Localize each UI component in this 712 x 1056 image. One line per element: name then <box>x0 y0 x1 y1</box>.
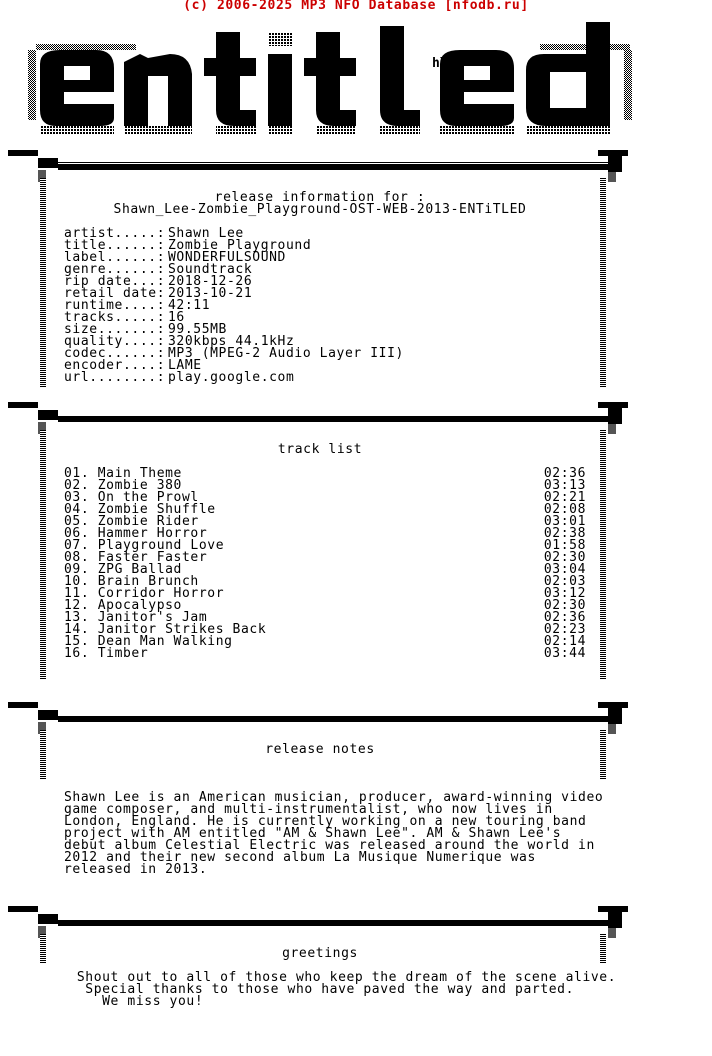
track-title: Zombie Rider <box>97 514 199 529</box>
track-title: Janitor Strikes Back <box>97 622 267 637</box>
release-info-fields <box>64 228 404 384</box>
info-value: WONDERFULSOUND <box>168 250 286 265</box>
track-number: 14. <box>64 622 90 637</box>
release-name: Shawn_Lee-Zombie_Playground-OST-WEB-2013-ENTiTLED <box>113 202 527 217</box>
info-value: 2013-10-21 <box>168 286 253 301</box>
info-key: rip date...: <box>64 274 166 289</box>
track-number: 03. <box>64 490 90 505</box>
info-key: tracks.....: <box>64 310 166 325</box>
track-title: On the Prowl <box>97 490 199 505</box>
info-key: retail date: <box>64 286 166 301</box>
release-notes-heading: release notes <box>265 742 375 757</box>
info-key: url........: <box>64 370 166 385</box>
track-duration: 03:44 <box>543 646 586 661</box>
track-duration: 02:38 <box>543 526 586 541</box>
info-value: MP3 (MPEG-2 Audio Layer III) <box>168 346 404 361</box>
track-title: Brain Brunch <box>97 574 199 589</box>
section-divider <box>8 906 632 938</box>
section-divider <box>8 150 632 182</box>
info-value: 16 <box>168 310 185 325</box>
track-duration: 02:30 <box>543 550 586 565</box>
left-border-stripe <box>40 430 46 680</box>
info-key: quality....: <box>64 334 166 349</box>
track-duration: 03:04 <box>543 562 586 577</box>
track-number: 07. <box>64 538 90 553</box>
info-key: label......: <box>64 250 166 265</box>
track-duration: 02:30 <box>543 598 586 613</box>
track-duration: 01:58 <box>543 538 586 553</box>
track-number: 10. <box>64 574 90 589</box>
info-key: size.......: <box>64 322 166 337</box>
track-duration: 03:12 <box>543 586 586 601</box>
track-duration: 02:36 <box>543 466 586 481</box>
track-duration: 02:08 <box>543 502 586 517</box>
info-key: artist.....: <box>64 226 166 241</box>
site-header: (c) 2006-2025 MP3 NFO Database [nfodb.ru] <box>183 0 529 13</box>
info-value: 2018-12-26 <box>168 274 253 289</box>
info-key: genre......: <box>64 262 166 277</box>
track-duration: 02:03 <box>543 574 586 589</box>
track-number: 01. <box>64 466 90 481</box>
track-row <box>64 648 586 660</box>
track-number: 02. <box>64 478 90 493</box>
release-info-heading: release information for : <box>214 190 426 205</box>
info-value: Soundtrack <box>168 262 253 277</box>
info-key: encoder....: <box>64 358 166 373</box>
track-number: 12. <box>64 598 90 613</box>
greetings-line: Shout out to all of those who keep the dream of the scene alive. <box>60 970 617 985</box>
track-title: ZPG Ballad <box>97 562 182 577</box>
track-title: Zombie Shuffle <box>97 502 216 517</box>
track-number: 08. <box>64 550 90 565</box>
release-notes-text: Shawn Lee is an American musician, producer, award-winning video game composer, and multi-instrumentalist, who now lives in London, England. He is currently working on a new touring band project with AM entitled "AM & Shawn Lee". AM & Shawn Lee's debut album Celestial Electric was released around the world in 2012 and their new second album La Musique Numerique was released in 2013. <box>64 790 604 877</box>
logo-tag: hX! <box>432 56 456 71</box>
track-title: Dean Man Walking <box>97 634 233 649</box>
track-number: 15. <box>64 634 90 649</box>
track-duration: 03:01 <box>543 514 586 529</box>
track-duration: 02:36 <box>543 610 586 625</box>
section-divider <box>8 402 632 434</box>
track-title: Corridor Horror <box>97 586 225 601</box>
track-duration: 02:14 <box>543 634 586 649</box>
info-value: Zombie Playground <box>168 238 312 253</box>
entitled-ascii-logo <box>20 18 660 150</box>
track-title: Hammer Horror <box>97 526 208 541</box>
info-key: title......: <box>64 238 166 253</box>
track-duration: 03:13 <box>543 478 586 493</box>
info-value: LAME <box>168 358 202 373</box>
track-list-heading: track list <box>277 442 363 457</box>
track-number: 11. <box>64 586 90 601</box>
track-number: 13. <box>64 610 90 625</box>
section-divider <box>8 702 632 734</box>
info-value: 320kbps 44.1kHz <box>168 334 295 349</box>
greetings-heading: greetings <box>282 946 358 961</box>
track-number: 06. <box>64 526 90 541</box>
info-value: 99.55MB <box>168 322 227 337</box>
greetings-line: We miss you! <box>60 994 204 1009</box>
track-title: Apocalypso <box>97 598 182 613</box>
track-title: Zombie 380 <box>97 478 182 493</box>
track-title: Playground Love <box>97 538 225 553</box>
track-duration: 02:23 <box>543 622 586 637</box>
info-row <box>64 372 404 384</box>
info-value: play.google.com <box>168 370 295 385</box>
track-number: 09. <box>64 562 90 577</box>
info-value: Shawn Lee <box>168 226 244 241</box>
track-title: Faster Faster <box>97 550 208 565</box>
track-number: 04. <box>64 502 90 517</box>
track-list <box>64 468 586 660</box>
track-title: Main Theme <box>97 466 182 481</box>
track-title: Timber <box>97 646 149 661</box>
track-title: Janitor's Jam <box>97 610 208 625</box>
info-key: runtime....: <box>64 298 166 313</box>
info-value: 42:11 <box>168 298 211 313</box>
right-border-stripe <box>600 430 606 680</box>
greetings-line: Special thanks to those who have paved the way and parted. <box>60 982 575 997</box>
info-key: codec......: <box>64 346 166 361</box>
track-duration: 02:21 <box>543 490 586 505</box>
track-number: 16. <box>64 646 90 661</box>
track-number: 05. <box>64 514 90 529</box>
